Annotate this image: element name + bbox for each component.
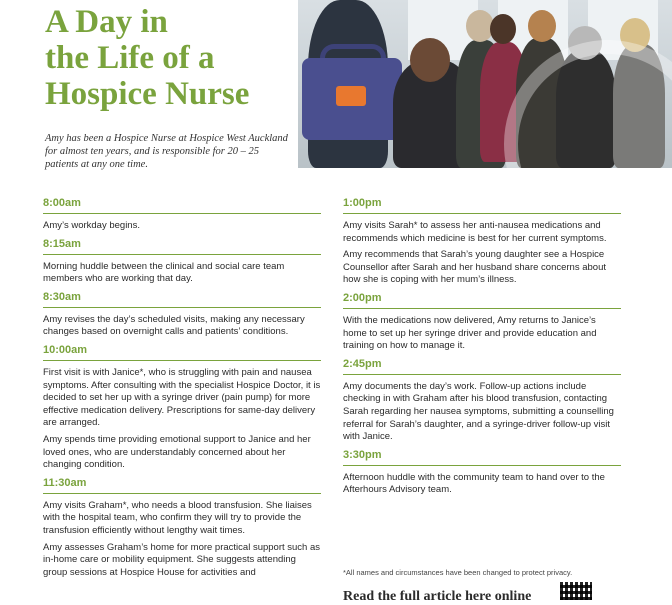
entry-text: Amy assesses Graham’s home for more practical support such as in-home care or mobility equipment. She suggests attending group sessions at Hospice House for activities and [43,541,321,578]
entry-text: Amy documents the day’s work. Follow-up actions include checking in with Graham after his blood transfusion, contacting Sarah regarding her nausea symptoms, submitting a counselling referral for Sarah’s daughter, and a syringe-driver follow-up visit with Janice. [343,380,614,443]
privacy-footnote: *All names and circumstances have been changed to protect privacy. [343,568,573,577]
entry-text: Amy’s workday begins. [43,220,140,231]
entry-text: Afternoon huddle with the community team to hand over to the Afterhours Advisory team. [343,471,605,496]
entry-text: Amy visits Sarah* to assess her anti-nausea medications and recommends which medicine is best for her current symptoms. [343,220,607,244]
hero-photo [298,0,672,168]
timeline-entry [343,196,621,287]
timeline-right-column [343,196,621,501]
entry-time: 8:00am [43,196,321,214]
qr-code-icon[interactable] [560,582,592,600]
entry-text: With the medications now delivered, Amy returns to Janice’s home to set up her syringe driver and provide education and training on how to manage it. [343,314,597,352]
entry-text: First visit is with Janice*, who is struggling with pain and nausea symptoms. After consulting with the specialist Hospice Doctor, it is decided to set her up with a syringe driver (pain pump) for more effective medication delivery. Prescriptions for same-day delivery are arranged. [43,366,321,429]
entry-time: 10:00am [43,343,321,361]
timeline-entry [343,291,621,353]
hero-text [45,4,295,171]
timeline-entry [43,476,321,580]
read-article-link[interactable]: Read the full article here online [343,589,532,604]
head [410,38,450,82]
entry-text: Amy recommends that Sarah’s young daughter see a Hospice Counsellor after Sarah and her husband share concerns about how she is coping with her mum’s illness. [343,249,607,286]
intro-text: Amy has been a Hospice Nurse at Hospice West Auckland for almost ten years, and is responsible for 20 – 25 patients at any one time. [45,133,288,170]
entry-time: 8:30am [43,290,321,308]
head [490,14,516,44]
timeline-entry [343,357,621,444]
head [528,10,556,42]
entry-time: 2:00pm [343,291,621,309]
timeline-entry [43,237,321,286]
entry-text: Amy visits Graham*, who needs a blood transfusion. She liaises with the hospital team, who confirm they will try to provide the transfusion efficiently without lengthy wait times. [43,499,312,536]
entry-time: 8:15am [43,237,321,255]
bag-logo [336,86,366,106]
timeline-entry [43,196,321,233]
timeline-entry [43,290,321,339]
entry-time: 3:30pm [343,448,621,466]
entry-time: 11:30am [43,476,321,494]
entry-text: Amy spends time providing emotional support to Janice and her loved ones, who are understandably concerned about her changing condition. [43,433,311,471]
entry-time: 2:45pm [343,357,621,375]
entry-time: 1:00pm [343,196,621,214]
timeline-entry [43,343,321,472]
entry-text: Amy revises the day’s scheduled visits, making any necessary changes based on overnight calls and patients’ conditions. [43,313,305,338]
timeline-left-column [43,196,321,583]
timeline-entry [343,448,621,497]
page-title: A Day in the Life of a Hospice Nurse [45,4,250,112]
entry-text: Morning huddle between the clinical and social care team members who are working that day. [43,260,285,285]
